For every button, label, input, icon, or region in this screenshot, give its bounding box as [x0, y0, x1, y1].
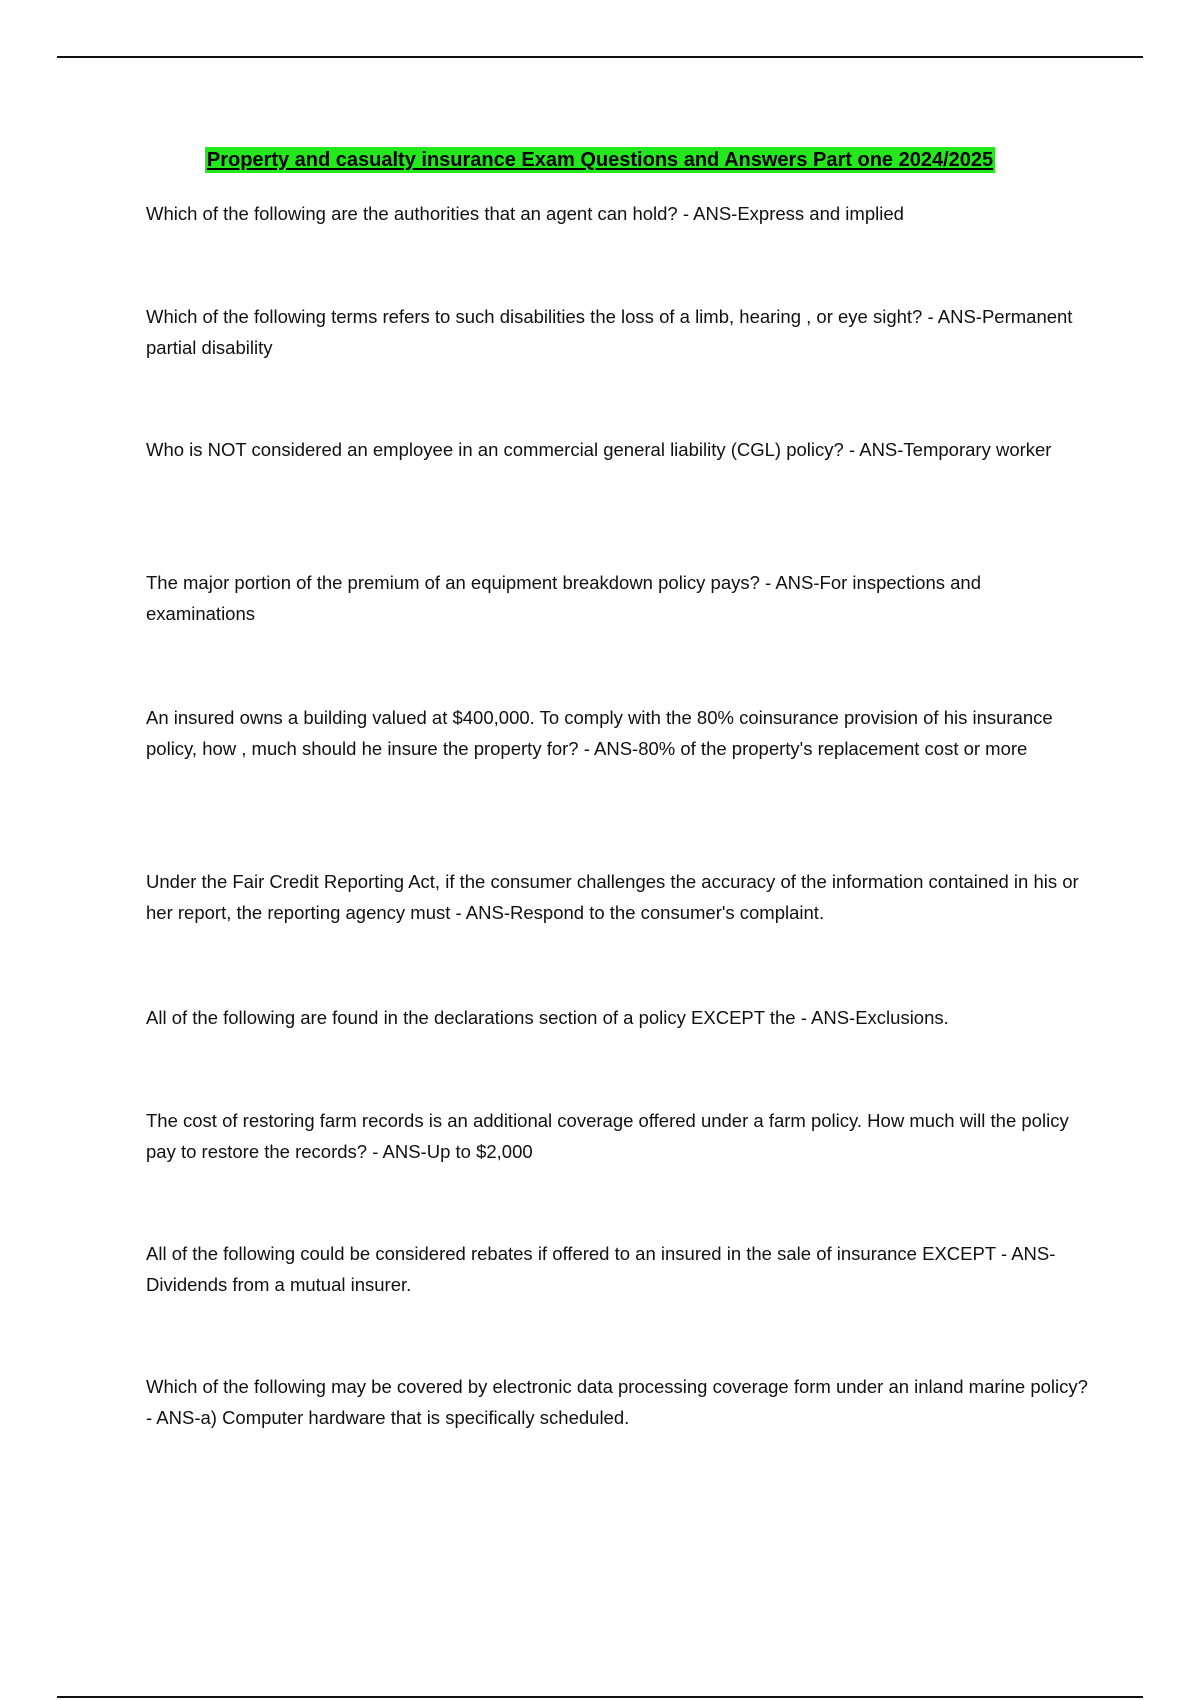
qa-item-6: Under the Fair Credit Reporting Act, if the consumer challenges the accuracy of the information contained in his or her report, the reporting agency must - ANS-Respond to the consumer's complaint.	[146, 871, 1079, 923]
qa-item-1: Which of the following are the authorities that an agent can hold? - ANS-Express and implied	[146, 203, 904, 224]
qa-item-10: Which of the following may be covered by electronic data processing coverage form under an inland marine policy? - ANS-a) Computer hardware that is specifically scheduled.	[146, 1376, 1088, 1428]
qa-item-4: The major portion of the premium of an equipment breakdown policy pays? - ANS-For inspections and examinations	[146, 572, 981, 624]
bottom-rule	[57, 1696, 1143, 1698]
top-rule	[57, 56, 1143, 58]
qa-item-9: All of the following could be considered rebates if offered to an insured in the sale of insurance EXCEPT - ANS-Dividends from a mutual insurer.	[146, 1243, 1056, 1295]
title-container	[0, 147, 1200, 173]
qa-item-3: Who is NOT considered an employee in an commercial general liability (CGL) policy? - ANS-Temporary worker	[146, 439, 1052, 460]
qa-item-7: All of the following are found in the declarations section of a policy EXCEPT the - ANS-Exclusions.	[146, 1007, 949, 1028]
document-title: Property and casualty insurance Exam Questions and Answers Part one 2024/2025	[206, 149, 994, 171]
qa-item-2: Which of the following terms refers to such disabilities the loss of a limb, hearing , or eye sight? - ANS-Permanent partial disability	[146, 306, 1073, 358]
qa-item-5: An insured owns a building valued at $400,000. To comply with the 80% coinsurance provision of his insurance policy, how , much should he insure the property for? - ANS-80% of the property's replacement cost or more	[146, 707, 1053, 759]
qa-item-8: The cost of restoring farm records is an additional coverage offered under a farm policy. How much will the policy pay to restore the records? - ANS-Up to $2,000	[146, 1110, 1069, 1162]
